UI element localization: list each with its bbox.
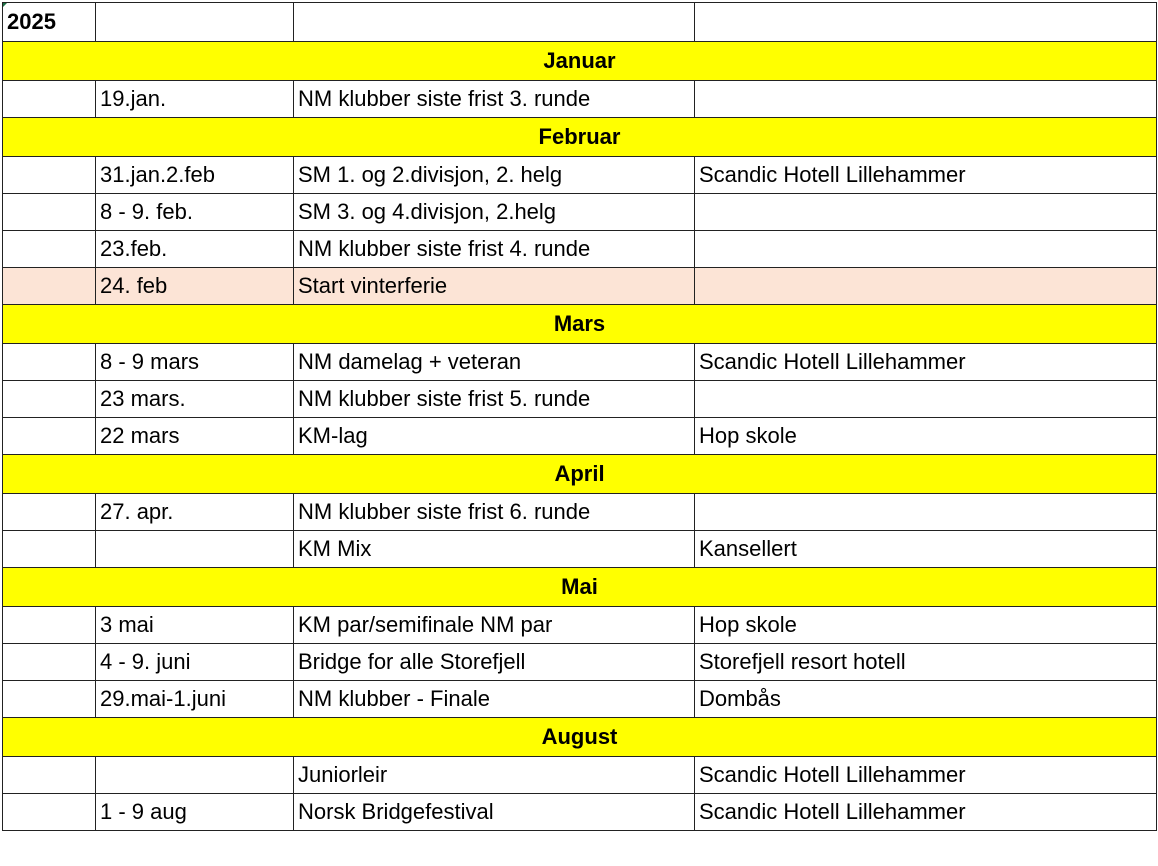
event-calendar-sheet bbox=[2, 2, 1157, 831]
place-cell[interactable]: Kansellert bbox=[695, 531, 1157, 568]
empty-cell[interactable] bbox=[3, 381, 96, 418]
month-header-row bbox=[3, 718, 1157, 757]
event-cell[interactable]: NM klubber siste frist 3. runde bbox=[294, 81, 695, 118]
month-header-row bbox=[3, 568, 1157, 607]
event-cell[interactable]: NM klubber siste frist 6. runde bbox=[294, 494, 695, 531]
date-cell[interactable]: 22 mars bbox=[96, 418, 294, 455]
date-cell[interactable]: 31.jan.2.feb bbox=[96, 157, 294, 194]
event-row bbox=[3, 231, 1157, 268]
empty-cell[interactable] bbox=[3, 494, 96, 531]
month-header-cell[interactable]: April bbox=[3, 455, 1157, 494]
event-row bbox=[3, 157, 1157, 194]
empty-cell[interactable] bbox=[3, 81, 96, 118]
place-cell[interactable] bbox=[695, 381, 1157, 418]
date-cell[interactable]: 19.jan. bbox=[96, 81, 294, 118]
empty-cell[interactable] bbox=[3, 157, 96, 194]
event-row bbox=[3, 344, 1157, 381]
date-cell[interactable] bbox=[96, 531, 294, 568]
place-cell[interactable]: Scandic Hotell Lillehammer bbox=[695, 344, 1157, 381]
empty-cell[interactable] bbox=[3, 231, 96, 268]
month-header-row bbox=[3, 118, 1157, 157]
empty-cell[interactable] bbox=[695, 3, 1157, 42]
place-cell[interactable]: Hop skole bbox=[695, 418, 1157, 455]
month-header-cell[interactable]: Mai bbox=[3, 568, 1157, 607]
date-cell[interactable]: 3 mai bbox=[96, 607, 294, 644]
place-cell[interactable] bbox=[695, 268, 1157, 305]
place-cell[interactable] bbox=[695, 81, 1157, 118]
sheet-body bbox=[3, 3, 1157, 831]
month-header-row bbox=[3, 455, 1157, 494]
event-row bbox=[3, 381, 1157, 418]
event-row bbox=[3, 794, 1157, 831]
place-cell[interactable] bbox=[695, 494, 1157, 531]
date-cell[interactable]: 4 - 9. juni bbox=[96, 644, 294, 681]
month-header-cell[interactable]: Februar bbox=[3, 118, 1157, 157]
event-cell[interactable]: Start vinterferie bbox=[294, 268, 695, 305]
place-cell[interactable] bbox=[695, 194, 1157, 231]
date-cell[interactable]: 27. apr. bbox=[96, 494, 294, 531]
empty-cell[interactable] bbox=[3, 607, 96, 644]
month-header-row bbox=[3, 305, 1157, 344]
event-cell[interactable]: SM 1. og 2.divisjon, 2. helg bbox=[294, 157, 695, 194]
empty-cell[interactable] bbox=[3, 418, 96, 455]
event-cell[interactable]: Juniorleir bbox=[294, 757, 695, 794]
date-cell[interactable] bbox=[96, 757, 294, 794]
empty-cell[interactable] bbox=[3, 757, 96, 794]
empty-cell[interactable] bbox=[3, 268, 96, 305]
place-cell[interactable]: Hop skole bbox=[695, 607, 1157, 644]
event-cell[interactable]: NM klubber - Finale bbox=[294, 681, 695, 718]
month-header-cell[interactable]: Mars bbox=[3, 305, 1157, 344]
date-cell[interactable]: 8 - 9 mars bbox=[96, 344, 294, 381]
event-row bbox=[3, 194, 1157, 231]
place-cell[interactable]: Dombås bbox=[695, 681, 1157, 718]
event-cell[interactable]: NM klubber siste frist 4. runde bbox=[294, 231, 695, 268]
date-cell[interactable]: 23.feb. bbox=[96, 231, 294, 268]
event-row bbox=[3, 268, 1157, 305]
empty-cell[interactable] bbox=[3, 644, 96, 681]
event-cell[interactable]: Bridge for alle Storefjell bbox=[294, 644, 695, 681]
month-header-cell[interactable]: Januar bbox=[3, 42, 1157, 81]
place-cell[interactable]: Scandic Hotell Lillehammer bbox=[695, 794, 1157, 831]
place-cell[interactable]: Scandic Hotell Lillehammer bbox=[695, 157, 1157, 194]
year-row bbox=[3, 3, 1157, 42]
empty-cell[interactable] bbox=[3, 194, 96, 231]
event-row bbox=[3, 494, 1157, 531]
event-row bbox=[3, 681, 1157, 718]
event-cell[interactable]: KM par/semifinale NM par bbox=[294, 607, 695, 644]
event-row bbox=[3, 757, 1157, 794]
date-cell[interactable]: 24. feb bbox=[96, 268, 294, 305]
event-cell[interactable]: KM-lag bbox=[294, 418, 695, 455]
month-header-cell[interactable]: August bbox=[3, 718, 1157, 757]
year-cell[interactable]: 2025 bbox=[3, 3, 96, 42]
date-cell[interactable]: 23 mars. bbox=[96, 381, 294, 418]
month-header-row bbox=[3, 42, 1157, 81]
event-row bbox=[3, 644, 1157, 681]
empty-cell[interactable] bbox=[294, 3, 695, 42]
date-cell[interactable]: 29.mai-1.juni bbox=[96, 681, 294, 718]
empty-cell[interactable] bbox=[96, 3, 294, 42]
event-row bbox=[3, 607, 1157, 644]
empty-cell[interactable] bbox=[3, 344, 96, 381]
event-cell[interactable]: NM klubber siste frist 5. runde bbox=[294, 381, 695, 418]
place-cell[interactable]: Scandic Hotell Lillehammer bbox=[695, 757, 1157, 794]
event-cell[interactable]: KM Mix bbox=[294, 531, 695, 568]
place-cell[interactable]: Storefjell resort hotell bbox=[695, 644, 1157, 681]
empty-cell[interactable] bbox=[3, 794, 96, 831]
event-row bbox=[3, 418, 1157, 455]
empty-cell[interactable] bbox=[3, 531, 96, 568]
event-row bbox=[3, 81, 1157, 118]
date-cell[interactable]: 8 - 9. feb. bbox=[96, 194, 294, 231]
event-row bbox=[3, 531, 1157, 568]
empty-cell[interactable] bbox=[3, 681, 96, 718]
event-cell[interactable]: SM 3. og 4.divisjon, 2.helg bbox=[294, 194, 695, 231]
event-cell[interactable]: Norsk Bridgefestival bbox=[294, 794, 695, 831]
event-cell[interactable]: NM damelag + veteran bbox=[294, 344, 695, 381]
place-cell[interactable] bbox=[695, 231, 1157, 268]
date-cell[interactable]: 1 - 9 aug bbox=[96, 794, 294, 831]
